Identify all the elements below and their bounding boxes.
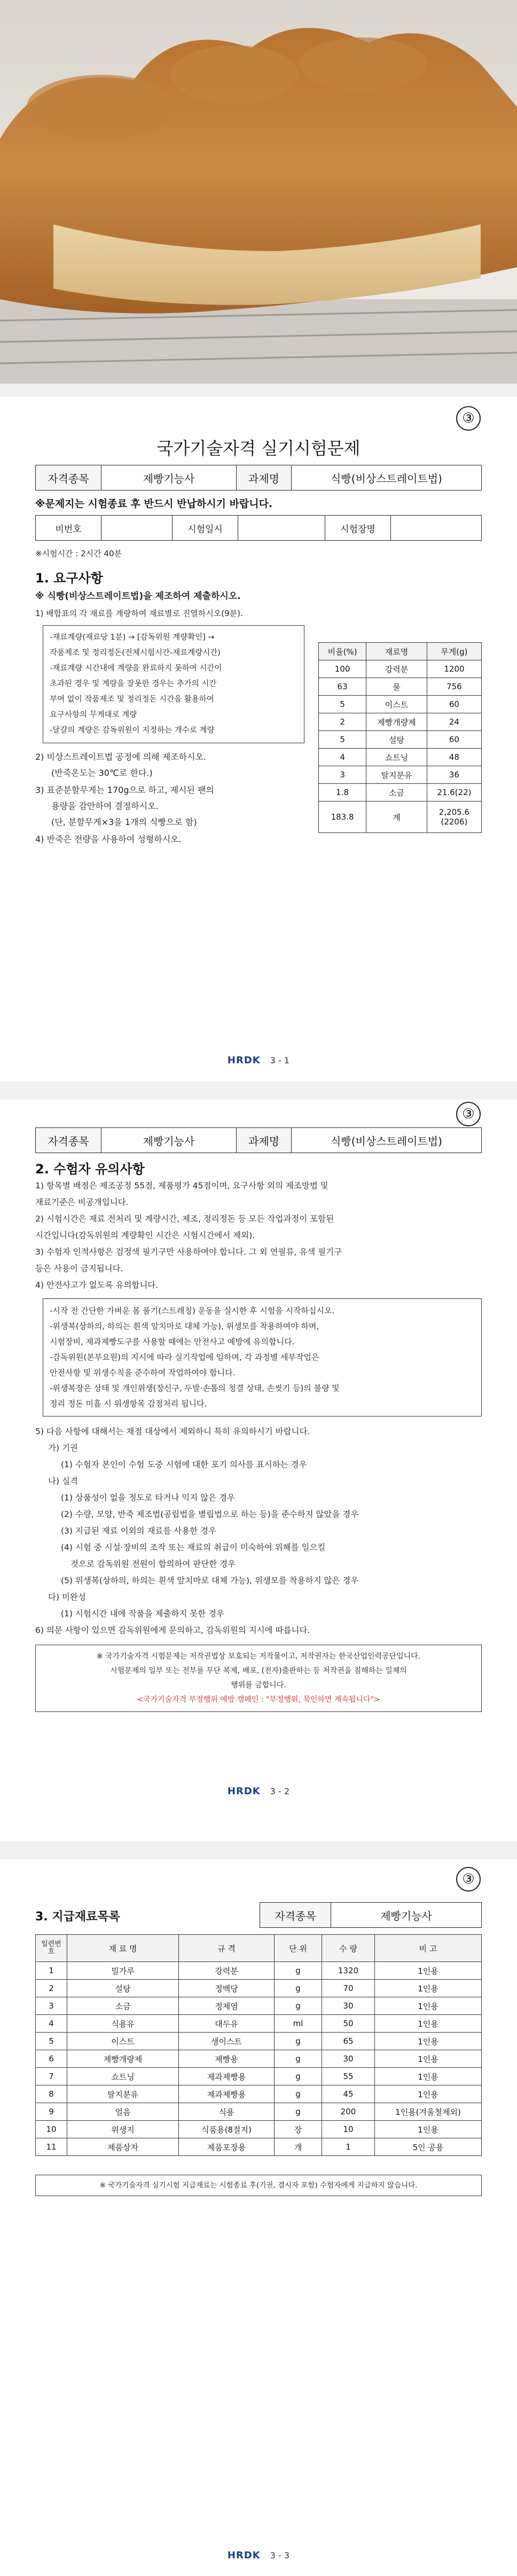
table-row — [36, 2138, 482, 2156]
table-cell: 50 — [322, 2015, 375, 2033]
note-line: (5) 위생복(상하의, 하의는 흰색 앞치마로 대체 가능), 위생모를 착용하지 않은 경우 — [61, 1576, 359, 1585]
table-cell: 대두유 — [179, 2015, 275, 2033]
table-cell: 3 — [319, 766, 366, 784]
return-notice: ※문제지는 시험종료 후 반드시 반납하시기 바랍니다. — [35, 498, 273, 510]
materials-footnote: ※ 국가기술자격 실기시험 지급재료는 시험종료 후(기권, 결시자 포함) 수험자에게 지급하지 않습니다. — [35, 2175, 482, 2196]
table-cell: 설탕 — [366, 731, 427, 749]
label-task: 과제명 — [237, 1128, 292, 1153]
table-cell: 1인용 — [375, 1962, 482, 1980]
table-cell: g — [275, 2103, 322, 2121]
page-2 — [0, 1100, 517, 1841]
table-cell: 65 — [322, 2033, 375, 2050]
table-cell: 정백당 — [179, 1980, 275, 1997]
table-cell: 1 — [322, 2138, 375, 2156]
col-note: 비 고 — [375, 1935, 482, 1962]
note-line: 나) 실격 — [48, 1476, 78, 1486]
table-cell: 100 — [319, 660, 366, 678]
table-row — [319, 713, 482, 731]
requirement-3-note: (단, 분할무게×3을 1개의 식빵으로 함) — [51, 817, 197, 827]
table-cell: 183.8 — [319, 801, 366, 833]
col-material: 재 료 명 — [67, 1935, 179, 1962]
note-line: 다) 미완성 — [48, 1592, 86, 1602]
table-cell: 9 — [36, 2103, 67, 2121]
table-cell: 3 — [36, 1997, 67, 2015]
header-table — [35, 465, 482, 491]
table-row — [319, 784, 482, 801]
page-1 — [0, 396, 517, 1081]
requirement-4: 4) 반죽은 전량을 사용하여 성형하시오. — [35, 834, 182, 844]
box-line: -감독위원(본부요원)의 지시에 따라 실기작업에 임하며, 각 과정별 세부작업은 — [50, 1352, 319, 1362]
table-cell: 63 — [319, 678, 366, 696]
table-cell: 55 — [322, 2068, 375, 2085]
table-cell: 1인용 — [375, 1980, 482, 1997]
table-cell: 45 — [322, 2085, 375, 2103]
value-number[interactable] — [101, 516, 173, 541]
table-cell: 개 — [275, 2138, 322, 2156]
time-note: ※시험시간 : 2시간 40분 — [35, 549, 122, 558]
table-total-row: 183.8 계 2,205.6 (2206) — [319, 801, 482, 833]
table-cell: 식품용(8절지) — [179, 2121, 275, 2138]
table-cell: 제과제빵용 — [179, 2068, 275, 2085]
page-number: 3 - 3 — [270, 2550, 290, 2561]
note-line: (1) 상품성이 없을 정도로 타거나 익지 않은 경우 — [61, 1493, 235, 1503]
table-cell: 계 — [366, 801, 427, 833]
table-row — [319, 696, 482, 713]
table-cell: 10 — [322, 2121, 375, 2138]
box-line: -시작 전 간단한 가벼운 몸 풀기(스트레칭) 운동을 실시한 후 시험을 시작하십시오. — [50, 1306, 335, 1316]
label-task: 과제명 — [237, 465, 292, 491]
table-cell: 이스트 — [67, 2033, 179, 2050]
col-ingredient: 재료명 — [366, 643, 427, 660]
table-row — [36, 2033, 482, 2050]
table-cell: 4 — [36, 2015, 67, 2033]
table-cell: 이스트 — [366, 696, 427, 713]
table-cell: 밀가루 — [67, 1962, 179, 1980]
table-cell: 2 — [36, 1980, 67, 1997]
table-cell: 2 — [319, 713, 366, 731]
box-line: 요구사항의 무게대로 계량 — [50, 711, 137, 719]
requirement-3: 3) 표준분할무게는 170g으로 하고, 제시된 팬의 — [35, 785, 214, 795]
table-row — [319, 678, 482, 696]
table-cell: 정제염 — [179, 1997, 275, 2015]
table-cell: 제빵개량제 — [67, 2050, 179, 2068]
label-date: 시험일시 — [173, 516, 238, 541]
notes-block-b — [35, 1423, 358, 1639]
table-cell: g — [275, 2033, 322, 2050]
table-cell: 30 — [322, 2050, 375, 2068]
table-cell: 식용유 — [67, 2015, 179, 2033]
col-serial: 일련번호 — [36, 1935, 67, 1962]
value-task: 식빵(비상스트레이트법) — [292, 1128, 482, 1153]
header-table — [35, 1127, 482, 1153]
page-number-circle: ③ — [456, 406, 481, 431]
hrdk-logo: HRDK — [227, 1786, 261, 1797]
table-cell: 탈지분유 — [67, 2085, 179, 2103]
page-3 — [0, 1859, 517, 2576]
value-date[interactable] — [238, 516, 325, 541]
weighing-note-box — [43, 625, 304, 743]
table-cell: 1인용 — [375, 2033, 482, 2050]
bread-loaf-image — [0, 0, 517, 384]
table-cell: 제빵용 — [179, 2050, 275, 2068]
value-site[interactable] — [391, 516, 482, 541]
table-cell: 식용 — [179, 2103, 275, 2121]
requirement-2-note: (반죽온도는 30℃로 한다.) — [51, 768, 153, 778]
table-cell: 1인용 — [375, 1997, 482, 2015]
table-cell: g — [275, 2085, 322, 2103]
note-line: (2) 수량, 모양, 반죽 제조법(공립법을 별립법으로 하는 등)을 준수하지 않았을 경우 — [61, 1509, 359, 1519]
table-cell: 소금 — [366, 784, 427, 801]
table-cell: 생이스트 — [179, 2033, 275, 2050]
page-number-circle: ③ — [456, 1867, 481, 1892]
table-cell: 1인용 — [375, 2121, 482, 2138]
box-line: 초과된 경우 및 계량을 잘못한 경우는 추가의 시간 — [50, 680, 217, 688]
note-line: 3) 수험자 인적사항은 검정색 필기구만 사용하여야 합니다. 그 외 연필류, 유색 필기구 — [35, 1247, 342, 1257]
section-notes-title: 2. 수험자 유의사항 — [35, 1162, 145, 1177]
table-row — [319, 731, 482, 749]
table-row — [36, 1962, 482, 1980]
recipe-table — [318, 642, 482, 833]
table-cell: 48 — [427, 749, 481, 766]
label-number: 비번호 — [36, 516, 101, 541]
note-line: 1) 항목별 배점은 제조공정 55점, 제품평가 45점이며, 요구사항 외의 제조방법 및 — [35, 1181, 328, 1190]
page-footer — [0, 2550, 517, 2561]
label-site: 시험장명 — [325, 516, 391, 541]
page-footer — [0, 1786, 517, 1797]
table-cell: 1인용 — [375, 2068, 482, 2085]
box-line: 작품제조 및 정리정돈(전체시험시간-재료계량시간) — [50, 649, 221, 657]
col-ratio: 비율(%) — [319, 643, 366, 660]
value-task: 식빵(비상스트레이트법) — [292, 465, 482, 491]
note-line: 2) 시험시간은 재료 전처리 및 계량시간, 제조, 정리정돈 등 모든 작업과정이 포함된 — [35, 1214, 334, 1224]
note-line: 4) 안전사고가 없도록 유의합니다. — [35, 1280, 159, 1290]
page-footer — [0, 1055, 517, 1066]
requirement-2: 2) 비상스트레이트법 공정에 의해 제조하시오. — [35, 752, 207, 762]
table-cell: 30 — [322, 1997, 375, 2015]
table-cell: 강력분 — [179, 1962, 275, 1980]
table-cell: 제품상자 — [67, 2138, 179, 2156]
table-cell: 장 — [275, 2121, 322, 2138]
table-row — [319, 766, 482, 784]
table-cell: 1 — [36, 1962, 67, 1980]
header-table — [260, 1902, 482, 1928]
note-line: 것으로 감독위원 전원이 합의하여 판단한 경우 — [70, 1559, 236, 1569]
note-line: (1) 수험자 본인이 수험 도중 시험에 대한 포기 의사를 표시하는 경우 — [61, 1460, 307, 1469]
requirement-3-cont: 용량을 감안하여 결정하시오. — [51, 801, 159, 811]
table-cell: ml — [275, 2015, 322, 2033]
table-cell: 소금 — [67, 1997, 179, 2015]
box-line: 정리 정돈 미흡 시 위생항목 감점처리 됩니다. — [50, 1399, 207, 1408]
table-cell: 설탕 — [67, 1980, 179, 1997]
section-materials-title: 3. 지급재료목록 — [35, 1910, 120, 1924]
table-cell: 1.8 — [319, 784, 366, 801]
box-line: -재료계량 시간내에 계량을 완료하지 못하여 시간이 — [50, 664, 222, 673]
note-line: 5) 다음 사항에 대해서는 채점 대상에서 제외하니 특히 유의하시기 바랍니다. — [35, 1427, 310, 1436]
box-line: -위생복(상하의, 하의는 흰색 앞치마로 대체 가능), 위생모를 착용하여야 하며, — [50, 1321, 319, 1331]
table-cell: 1인용 — [375, 2085, 482, 2103]
table-cell: 60 — [427, 696, 481, 713]
table-cell: 24 — [427, 713, 481, 731]
col-unit: 단 위 — [275, 1935, 322, 1962]
table-cell: 6 — [36, 2050, 67, 2068]
notes-block-a — [35, 1178, 342, 1294]
note-line: (3) 지급된 재료 이외의 재료를 사용한 경우 — [61, 1526, 217, 1536]
box-line: -달걀의 계량은 감독위원이 지정하는 개수로 계량 — [50, 726, 215, 735]
table-row — [319, 660, 482, 678]
table-cell: 1인용 — [375, 2050, 482, 2068]
table-cell: 1인용(겨울철제외) — [375, 2103, 482, 2121]
exam-title: 국가기술자격 실기시험문제 — [156, 438, 361, 458]
table-cell: 제빵개량제 — [366, 713, 427, 731]
requirement-1: 1) 배합표의 각 재료를 계량하여 재료별로 진열하시오(9분). — [35, 609, 243, 618]
section-requirements-title: 1. 요구사항 — [35, 571, 103, 586]
table-row — [36, 1997, 482, 2015]
table-cell: 1인용 — [375, 2015, 482, 2033]
id-table — [35, 515, 482, 541]
table-cell: 위생지 — [67, 2121, 179, 2138]
table-cell: g — [275, 2068, 322, 2085]
table-cell: 70 — [322, 1980, 375, 1997]
table-cell: g — [275, 1962, 322, 1980]
note-line: 등은 사용이 금지됩니다. — [35, 1264, 123, 1273]
table-row — [36, 2068, 482, 2085]
copyright-line: ※ 국가기술자격 시험문제는 저작권법상 보호되는 저작물이고, 저작권자는 한국산업인력공단입니다. — [96, 1652, 421, 1661]
campaign-slogan: <국가기술자격 부정행위 예방 캠페인 : "부정행위, 묵인하면 계속됩니다"> — [137, 1695, 380, 1704]
table-cell: 5 — [319, 731, 366, 749]
label-subject: 자격종목 — [260, 1903, 331, 1928]
bread-photo — [0, 0, 517, 384]
copyright-line: 행위를 금합니다. — [231, 1681, 286, 1690]
table-row — [36, 2085, 482, 2103]
copyright-box — [35, 1645, 482, 1712]
copyright-line: 시험문제의 일부 또는 전부를 무단 복제, 배포, (전자)출판하는 등 저작권을 침해하는 일체의 — [110, 1667, 407, 1675]
table-cell: 8 — [36, 2085, 67, 2103]
table-cell: 물 — [366, 678, 427, 696]
value-subject: 제빵기능사 — [101, 465, 237, 491]
table-row — [36, 2050, 482, 2068]
table-cell: 제과제빵용 — [179, 2085, 275, 2103]
table-cell: 756 — [427, 678, 481, 696]
box-line: 부여 없이 작품제조 및 정리정돈 시간을 활용하여 — [50, 695, 214, 704]
note-line: 시간입니다(감독위원의 계량확인 시간은 시험시간에서 제외). — [35, 1231, 255, 1240]
box-line: 시험장비, 제과제빵도구를 사용할 때에는 안전사고 예방에 유의합니다. — [50, 1337, 295, 1347]
box-line: 안전사항 및 위생수칙을 준수하여 작업하여야 합니다. — [50, 1368, 236, 1378]
note-line: 가) 기권 — [48, 1443, 78, 1453]
table-row — [36, 2103, 482, 2121]
page-number: 3 - 2 — [270, 1786, 290, 1796]
label-subject: 자격종목 — [36, 465, 101, 491]
table-cell: g — [275, 1997, 322, 2015]
col-spec: 규 격 — [179, 1935, 275, 1962]
table-cell: 쇼트닝 — [366, 749, 427, 766]
value-subject: 제빵기능사 — [331, 1903, 482, 1928]
box-line: -위생복장은 상태 및 개인위생(장신구, 두발·손톱의 청결 상태, 손씻기 등)의 불량 및 — [50, 1383, 340, 1393]
note-line: (4) 시험 중 시설·장비의 조작 또는 재료의 취급이 미숙하여 위해를 일으킬 — [61, 1543, 326, 1552]
note-line: (1) 시험시간 내에 작품을 제출하지 못한 경우 — [61, 1609, 225, 1618]
table-cell: 5인 공용 — [375, 2138, 482, 2156]
note-line: 재료기준은 비공개입니다. — [35, 1197, 129, 1207]
table-cell: 7 — [36, 2068, 67, 2085]
hrdk-logo: HRDK — [227, 1055, 261, 1066]
table-cell: 강력분 — [366, 660, 427, 678]
table-cell: 11 — [36, 2138, 67, 2156]
table-row — [36, 2121, 482, 2138]
table-cell: 제품포장용 — [179, 2138, 275, 2156]
col-qty: 수 량 — [322, 1935, 375, 1962]
label-subject: 자격종목 — [36, 1128, 101, 1153]
table-cell: 탈지분유 — [366, 766, 427, 784]
table-cell: 5 — [319, 696, 366, 713]
table-cell: 21.6(22) — [427, 784, 481, 801]
col-weight: 무게(g) — [427, 643, 481, 660]
table-cell: 10 — [36, 2121, 67, 2138]
page-number: 3 - 1 — [270, 1055, 290, 1065]
table-cell: 60 — [427, 731, 481, 749]
page-number-circle: ③ — [456, 1102, 481, 1126]
table-row — [36, 2015, 482, 2033]
table-cell: 얼음 — [67, 2103, 179, 2121]
table-cell: 5 — [36, 2033, 67, 2050]
table-cell: 36 — [427, 766, 481, 784]
box-line: -재료계량(재료당 1분) → [감독위원 계량확인] → — [50, 633, 215, 642]
table-row — [36, 1980, 482, 1997]
value-subject: 제빵기능사 — [101, 1128, 237, 1153]
table-cell: 4 — [319, 749, 366, 766]
table-cell: 쇼트닝 — [67, 2068, 179, 2085]
materials-table — [35, 1934, 482, 2156]
table-row — [319, 749, 482, 766]
requirement-intro: ※ 식빵(비상스트레이트법)을 제조하여 제출하시오. — [35, 591, 241, 602]
table-cell: 200 — [322, 2103, 375, 2121]
table-cell: 1200 — [427, 660, 481, 678]
table-cell: g — [275, 1980, 322, 1997]
hrdk-logo: HRDK — [227, 2550, 261, 2561]
table-cell: g — [275, 2050, 322, 2068]
table-cell: 1320 — [322, 1962, 375, 1980]
safety-note-box — [43, 1298, 482, 1417]
note-line: 6) 의문 사항이 있으면 감독위원에게 문의하고, 감독위원의 지시에 따릅니다. — [35, 1625, 310, 1635]
